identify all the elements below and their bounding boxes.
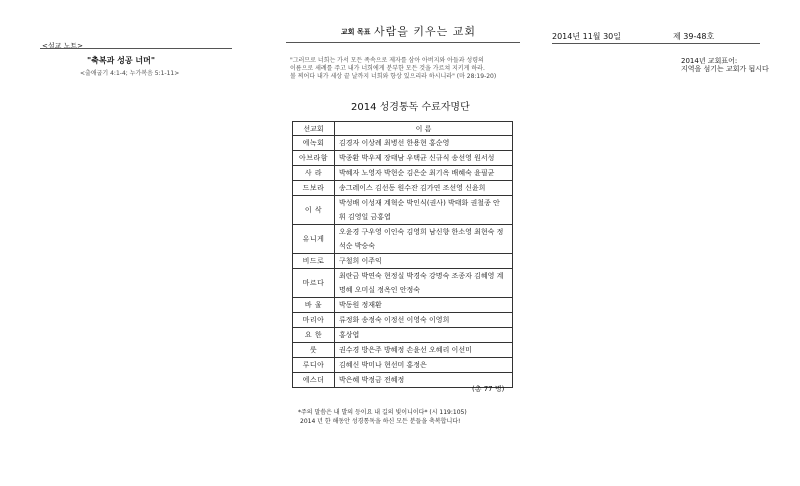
table-row [293,225,513,254]
footer-congratulation: 2014 년 한 해동안 성경통독을 하신 모든 분들을 축복합니다! [300,418,461,425]
group-cell: 루디아 [293,358,335,373]
group-cell: 바 울 [293,298,335,313]
header-divider [286,42,520,43]
date-divider [552,43,760,44]
names-cell: 최란금 박연숙 현정실 박경숙 강명숙 조종자 김혜영 계명혜 오미실 정옥인 안정숙 [335,269,513,298]
table-row [293,166,513,181]
group-cell: 요 한 [293,328,335,343]
group-cell: 드보라 [293,181,335,196]
group-cell: 마르다 [293,269,335,298]
table-row [293,343,513,358]
table-row [293,196,513,225]
names-cell: 박은혜 박정금 전혜정 [335,373,513,388]
table-row [293,151,513,166]
roster-table [292,121,513,388]
names-cell: 박종환 박우제 장태남 우택균 신규식 송선영 원서성 [335,151,513,166]
issue-date: 2014년 11월 30일 [552,32,621,41]
names-cell: 박동원 정재환 [335,298,513,313]
names-cell: 오윤경 구우영 이인숙 김영희 남신향 한소영 최현숙 정석순 박승숙 [335,225,513,254]
group-cell: 사 라 [293,166,335,181]
sermon-title: "축복과 성공 너머" [87,56,156,65]
motto-label: 교회 목표 [341,28,371,36]
issue-number: 제 39-48호 [673,32,715,41]
table-row [293,254,513,269]
annual-motto-text: 지역을 섬기는 교회가 됩시다 [681,65,769,73]
group-cell: 룻 [293,343,335,358]
commission-line-3: 볼 찌어다 내가 세상 끝 날까지 너희와 항상 있으리라 하시니라" (마 28:19-20) [290,73,497,80]
table-row [293,269,513,298]
names-cell: 권수경 방은주 방혜정 손윤선 오혜리 이선미 [335,343,513,358]
roster-title: 2014 성경통독 수료자명단 [351,102,470,113]
roster-total: (총 77 명) [472,385,505,393]
footer-verse: *주의 말씀은 내 발의 등이요 내 길의 빛이니이다* (시 119:105) [298,409,467,416]
names-cell: 송그레이스 김선동 원수잔 김가연 조선영 신윤희 [335,181,513,196]
table-row [293,181,513,196]
names-cell: 류정화 송정숙 이정선 이영숙 이영희 [335,313,513,328]
names-column-header: 이 름 [335,122,513,136]
sermon-note-label: <설교 노트> [42,42,84,50]
names-cell: 김혜신 박미나 현선미 홍정은 [335,358,513,373]
sermon-scripture: <출애굽기 4:1-4; 누가복음 5:1-11> [80,70,180,77]
group-cell: 아브라함 [293,151,335,166]
group-cell: 비드로 [293,254,335,269]
names-cell: 박성배 이성재 계혁순 박인식(권사) 박태화 권철종 안 휘 김영일 금홍엽 [335,196,513,225]
table-row [293,298,513,313]
names-cell: 구철희 이주익 [335,254,513,269]
names-cell: 박혜자 노영자 박현순 김은순 최기옥 배혜숙 윤필균 [335,166,513,181]
table-row [293,328,513,343]
names-cell: 김경자 이상례 최병선 한용현 홍순영 [335,136,513,151]
group-cell: 마리아 [293,313,335,328]
sermon-divider [40,48,232,49]
table-row [293,313,513,328]
group-cell: 유니게 [293,225,335,254]
group-column-header: 선교회 [293,122,335,136]
group-cell: 이 삭 [293,196,335,225]
church-motto: 사람을 키우는 교회 [374,25,477,38]
group-cell: 에녹회 [293,136,335,151]
table-row [293,358,513,373]
table-header-row [293,122,513,136]
commission-line-2: 이름으로 세례를 주고 내가 너희에게 분부한 모든 것을 가르쳐 지키게 하라. [290,65,485,72]
table-row [293,136,513,151]
group-cell: 에스더 [293,373,335,388]
names-cell: 홍상엽 [335,328,513,343]
commission-line-1: "그러므로 너희는 가서 모든 족속으로 제자를 삼아 아버지와 아들과 성령의 [290,57,484,64]
annual-motto-label: 2014년 교회표어: [681,57,738,65]
